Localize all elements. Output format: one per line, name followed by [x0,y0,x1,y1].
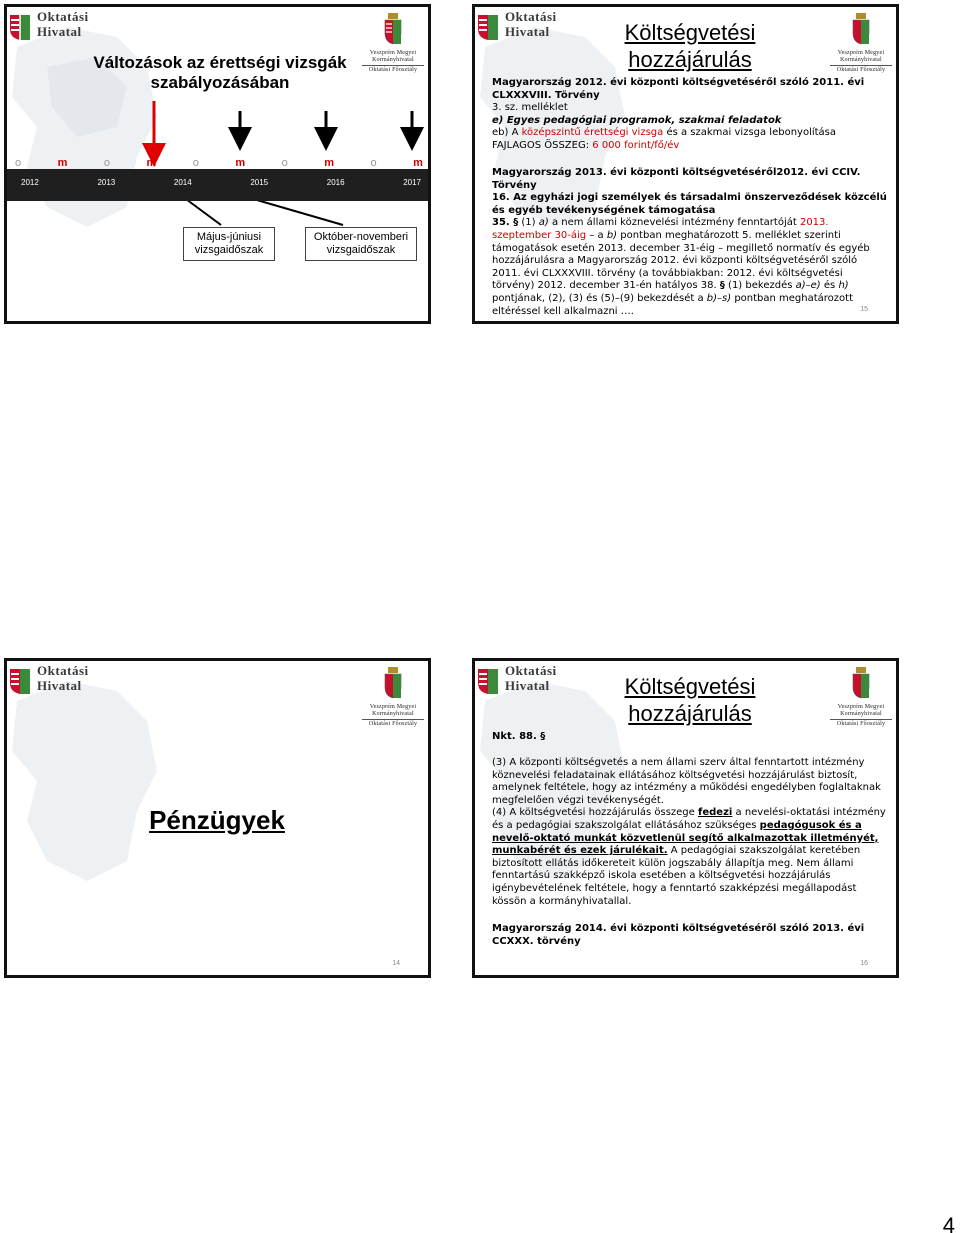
unit-amount [492,140,887,153]
text: 35. [492,217,514,229]
hungarian-shield-icon [9,667,31,695]
text: a) [538,217,549,229]
highlight: 2013. szeptember 30-áig [492,217,829,241]
highlight: 6 000 forint/fő/év [592,139,680,151]
logo-right-line1: Veszprém Megyei [837,50,885,56]
nkt-reference [492,731,545,742]
timeline-letter: m [57,157,68,169]
text: és [820,280,839,292]
law-2014-title: Magyarország 2014. évi központi költségvetéséről szóló 2013. évi CCXXX. törvény [492,923,865,947]
text: – a [586,229,607,241]
crest-icon [851,13,871,45]
text: b) [606,229,618,241]
logo-text-line2: Hivatal [37,24,82,39]
crest-icon [383,667,403,699]
kormanyhivatal-logo [830,667,892,729]
timeline-letter: o [192,157,199,169]
timeline-years [21,178,421,187]
annex-ref: 3. sz. melléklet [492,102,568,114]
logo-text-line1: Oktatási [37,663,89,678]
text: a nevelési-oktatási intézmény és a pedagógiai szakszolgálat ellátásához szükséges [492,807,886,831]
section-eb [492,127,887,140]
section-35 [492,217,887,318]
text: pontjának, (2), (3) és (5)–(9) bekezdését a [492,292,707,304]
logo-right-line3: Oktatási Főosztály [362,719,424,728]
text: és a szakmai vizsga lebonyolítása [663,127,837,139]
timeline-year: 2012 [21,178,39,187]
crest-icon [851,667,871,699]
hungarian-shield-icon [477,667,499,695]
oktatasi-hivatal-logo [9,9,99,49]
timeline-year: 2014 [173,178,192,187]
slide-timeline [4,4,431,324]
slide-title: Változások az érettségi vizsgák szabályozásában [93,53,347,92]
text: pontban meghatározott 5. melléklet szerinti támogatások esetén 2013. december 31-éig – megillető normatív és egyéb hozzájárulásra a Magyarország 2012. évi központi költségvetéséről szóló 2011. évi CLXXXVIII. törvény (a továbbiakban: 2012. évi költségvetési törvény) 2012. december 31-én hatályos 38. [492,229,870,292]
slide-title: Költségvetési hozzájárulás [624,674,756,726]
text: FAJLAGOS ÖSSZEG: [492,139,593,151]
logo-right-line2: Kormányhivatal [372,57,414,63]
oktatasi-hivatal-logo [477,9,567,49]
timeline-letter: m [146,157,157,169]
timeline-letter: o [15,157,22,169]
text: eb) A [492,127,522,139]
timeline-year: 2016 [326,178,345,187]
highlight: pedagógusok és a nevelő-oktató munkát közvetlenül segítő alkalmazottak illetményét, munkabérét és ezek járulékait. [492,819,879,857]
timeline-letter: o [281,157,288,169]
text: h) [838,280,849,292]
timeline-year: 2017 [403,178,421,187]
timeline-letter: m [235,157,246,169]
text: b)–s) [706,292,732,304]
may-june-period-box: Május-júniusi vizsgaidőszak [183,227,275,261]
timeline-year: 2013 [97,178,116,187]
logo-right-line1: Veszprém Megyei [837,704,885,710]
logo-right-line2: Kormányhivatal [840,57,882,63]
paragraph-4 [492,807,892,908]
logo-text-line1: Oktatási [505,9,557,24]
hungarian-shield-icon [477,13,499,41]
timeline-letter: m [324,157,335,169]
logo-text-line2: Hivatal [37,678,82,693]
hungarian-shield-icon [9,13,31,41]
law-2013-title: Magyarország 2013. évi központi költségvetéséről2012. évi CCIV. Törvény [492,167,861,191]
text: pontban meghatározott eltéréssel kell alkalmazni …. [492,292,854,317]
oktatasi-hivatal-logo [9,663,99,703]
logo-right-line3: Oktatási Főosztály [830,65,892,74]
text: A pedagógiai szakszolgálat keretében biztosított ellátás időkereteit külön jogszabály állapítja meg. Nem állami fenntartású szakképző iskola esetében a költségvetési hozzájárulás igénybevételének feltétele, hogy a fenntartó szakképzési megállapodást kössön a kormányhivatallal. [492,845,861,907]
timeline-letters [15,157,423,169]
text: Nkt. 88. [492,731,541,742]
slide-page-number: 15 [860,306,868,313]
highlight: fedezi [698,807,733,819]
logo-right-line3: Oktatási Főosztály [830,719,892,728]
kormanyhivatal-logo [362,667,424,729]
slide-title: Költségvetési hozzájárulás [624,20,756,72]
paragraph-icon: § [719,280,725,292]
logo-right-line2: Kormányhivatal [372,711,414,717]
paragraph-icon: § [513,217,519,229]
logo-text-line1: Oktatási [505,663,557,678]
text: (4) A költségvetési hozzájárulás összege [492,807,698,819]
kormanyhivatal-logo [830,13,892,75]
law-2012-title: Magyarország 2012. évi központi költségvetéséről szóló 2011. évi CLXXXVIII. Törvény [492,77,865,101]
oktatasi-hivatal-logo [477,663,567,703]
text: (1) bekezdés [724,280,796,292]
text: (1) [518,217,539,229]
october-november-period-box: Október-novemberi vizsgaidőszak [305,227,417,261]
slide-page-number: 14 [392,960,400,967]
highlight: középszintű érettségi vizsga [521,127,664,139]
law-2012-block [492,77,887,153]
text: a nem állami köznevelési intézmény fenntartóját [548,217,800,229]
logo-text-line2: Hivatal [505,24,550,39]
paragraph-icon: § [540,731,546,742]
timeline-letter: o [103,157,110,169]
timeline-letter: o [370,157,377,169]
logo-text-line2: Hivatal [505,678,550,693]
logo-right-line3: Oktatási Főosztály [362,65,424,74]
logo-text-line1: Oktatási [37,9,89,24]
crest-icon [383,13,403,45]
slide-budget-nkt [472,658,899,978]
section-e: e) Egyes pedagógiai programok, szakmai feladatok [492,114,782,126]
text: a)–e) [795,280,821,292]
logo-right-line1: Veszprém Megyei [369,704,417,710]
slide-title: Pénzügyek [149,805,285,835]
law-2013-block [492,167,887,318]
paragraph-3: (3) A központi költségvetés a nem állami szerv által fenntartott intézmény köznevelési feladatainak ellátásához költségvetési hozzájárulást biztosít, amelynek feltétele, hogy az intézmény a működési engedélyben foglaltaknak megfelelően végzi tevékenységét. [492,757,881,806]
logo-right-line1: Veszprém Megyei [369,50,417,56]
section-16: 16. Az egyházi jogi személyek és társadalmi önszerveződések közcélú és egyéb tevékenységének támogatása [492,192,887,216]
nkt-paragraphs [492,757,892,908]
timeline-letter: m [413,157,423,169]
slide-page-number: 16 [860,960,868,967]
page-number: 4 [942,1213,955,1233]
timeline-year: 2015 [250,178,269,187]
slide-finances [4,658,431,978]
logo-right-line2: Kormányhivatal [840,711,882,717]
slide-budget-2012-2013 [472,4,899,324]
